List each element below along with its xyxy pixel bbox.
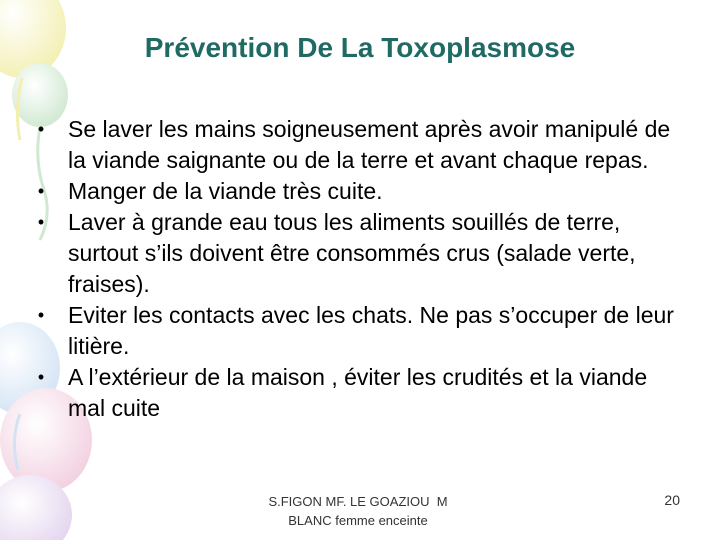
bullet-item bbox=[30, 176, 680, 207]
bullet-text: Laver à grande eau tous les aliments souillés de terre, surtout s’ils doivent être consommés crus (salade verte, fraises). bbox=[68, 209, 636, 297]
bullet-text: Se laver les mains soigneusement après avoir manipulé de la viande saignante ou de la terre et avant chaque repas. bbox=[68, 116, 671, 173]
bullet-item bbox=[30, 207, 680, 300]
bullet-item bbox=[30, 362, 680, 424]
bullet-icon: • bbox=[37, 181, 45, 201]
footer-line-1: S.FIGON MF. LE GOAZIOU M bbox=[268, 494, 448, 509]
footer-line-2: BLANC femme enceinte bbox=[288, 513, 428, 528]
bullet-item bbox=[30, 300, 680, 362]
page-number: 20 bbox=[664, 492, 680, 508]
bullet-icon: • bbox=[37, 119, 45, 139]
bullet-text: Manger de la viande très cuite. bbox=[68, 178, 383, 204]
bullet-icon: • bbox=[37, 212, 45, 232]
bullet-text: Eviter les contacts avec les chats. Ne pas s’occuper de leur litière. bbox=[68, 302, 674, 359]
bullet-icon: • bbox=[37, 367, 45, 387]
bullet-list bbox=[30, 114, 680, 424]
bullet-icon: • bbox=[37, 305, 45, 325]
slide-title: Prévention De La Toxoplasmose bbox=[144, 32, 576, 63]
slide-footer bbox=[236, 492, 480, 530]
bullet-item bbox=[30, 114, 680, 176]
bullet-text: A l’extérieur de la maison , éviter les crudités et la viande mal cuite bbox=[68, 364, 648, 421]
